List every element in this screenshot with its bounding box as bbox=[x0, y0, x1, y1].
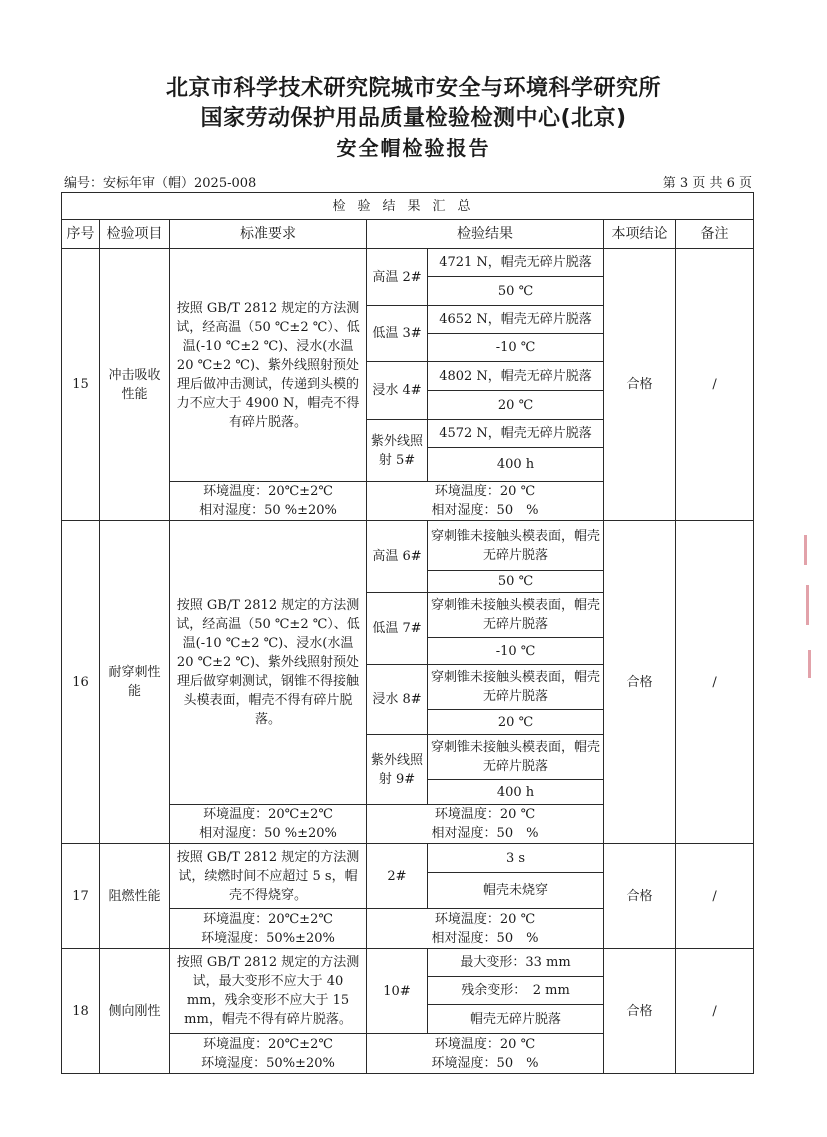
env-actual-cell bbox=[367, 482, 604, 521]
col-remark-header: 备注 bbox=[676, 220, 754, 249]
conclusion-cell: 合格 bbox=[604, 844, 676, 949]
env-act-temp: 环境温度：20 ℃ bbox=[434, 484, 536, 499]
col-seq-header: 序号 bbox=[62, 220, 100, 249]
env-req-temp: 环境温度：20℃±2℃ bbox=[203, 1036, 333, 1052]
report-title: 安全帽检验报告 bbox=[336, 136, 491, 160]
env-actual-cell bbox=[367, 805, 604, 844]
env-req-humidity: 环境湿度：50%±20% bbox=[201, 930, 335, 946]
report-number: 编号：安标年审（帽）2025-008 bbox=[64, 176, 257, 191]
condition-cell: 10# bbox=[367, 949, 428, 1034]
header-row bbox=[62, 220, 754, 249]
seal-edge-mark bbox=[806, 585, 809, 625]
param-cell: 400 h bbox=[428, 448, 604, 482]
env-act-temp: 环境温度：20 ℃ bbox=[434, 807, 536, 822]
result-cell: 穿刺锥未接触头模表面，帽壳无碎片脱落 bbox=[428, 665, 604, 710]
env-req-temp: 环境温度：20℃±2℃ bbox=[203, 807, 333, 822]
conclusion-cell: 合格 bbox=[604, 521, 676, 844]
requirement-cell: 按照 GB/T 2812 规定的方法测试，最大变形不应大于 40 mm，残余变形不应大于 15 mm，帽壳不得有碎片脱落。 bbox=[170, 949, 367, 1034]
remark-cell: / bbox=[676, 844, 754, 949]
result-cell: 4721 N，帽壳无碎片脱落 bbox=[428, 249, 604, 277]
result-cell: 4572 N，帽壳无碎片脱落 bbox=[428, 420, 604, 448]
param-cell: 20 ℃ bbox=[428, 710, 604, 735]
seq-cell: 16 bbox=[62, 521, 100, 844]
env-act-humidity: 环境湿度：50 % bbox=[431, 1055, 539, 1071]
report-header bbox=[0, 74, 827, 162]
env-act-temp: 环境温度：20 ℃ bbox=[434, 1036, 536, 1052]
condition-cell: 高温 2# bbox=[367, 249, 428, 306]
table-row bbox=[62, 521, 754, 571]
seq-cell: 17 bbox=[62, 844, 100, 949]
env-act-humidity: 相对湿度：50 % bbox=[431, 930, 539, 946]
env-actual-cell bbox=[367, 1034, 604, 1074]
result-cell: 4802 N，帽壳无碎片脱落 bbox=[428, 362, 604, 391]
result-cell: 4652 N，帽壳无碎片脱落 bbox=[428, 306, 604, 334]
remark-cell: / bbox=[676, 521, 754, 844]
param-cell: 50 ℃ bbox=[428, 277, 604, 306]
env-req-humidity: 环境湿度：50%±20% bbox=[201, 1055, 335, 1071]
item-cell: 阻燃性能 bbox=[100, 844, 170, 949]
condition-cell: 浸水 8# bbox=[367, 665, 428, 735]
col-item-header: 检验项目 bbox=[100, 220, 170, 249]
env-requirement-cell bbox=[170, 909, 367, 949]
seq-cell: 18 bbox=[62, 949, 100, 1074]
param-cell: 20 ℃ bbox=[428, 391, 604, 420]
param-cell: 50 ℃ bbox=[428, 571, 604, 593]
seal-edge-mark bbox=[808, 650, 811, 678]
remark-cell: / bbox=[676, 949, 754, 1074]
seal-edge-mark bbox=[804, 535, 807, 565]
result-cell: 帽壳无碎片脱落 bbox=[428, 1005, 604, 1034]
org-name-line2: 国家劳动保护用品质量检验检测中心(北京) bbox=[200, 106, 627, 131]
result-cell: 穿刺锥未接触头模表面，帽壳无碎片脱落 bbox=[428, 593, 604, 638]
item-cell: 耐穿刺性能 bbox=[100, 521, 170, 844]
result-cell: 3 s bbox=[428, 844, 604, 873]
param-cell: -10 ℃ bbox=[428, 334, 604, 362]
result-cell: 穿刺锥未接触头模表面，帽壳无碎片脱落 bbox=[428, 735, 604, 780]
conclusion-cell: 合格 bbox=[604, 249, 676, 521]
org-name-line1: 北京市科学技术研究院城市安全与环境科学研究所 bbox=[165, 76, 661, 101]
item-cell: 冲击吸收性能 bbox=[100, 249, 170, 521]
env-act-temp: 环境温度：20 ℃ bbox=[434, 911, 536, 927]
env-req-humidity: 相对湿度：50 %±20% bbox=[199, 826, 337, 841]
env-req-temp: 环境温度：20℃±2℃ bbox=[203, 911, 333, 927]
env-req-temp: 环境温度：20℃±2℃ bbox=[203, 484, 333, 499]
param-cell: 400 h bbox=[428, 780, 604, 805]
requirement-cell: 按照 GB/T 2812 规定的方法测试，经高温（50 ℃±2 ℃）、低温(-10 ℃±2 ℃)、浸水(水温 20 ℃±2 ℃)、紫外线照射预处理后做穿刺测试，钢锥不得接触头模表面，帽壳不得有碎片脱落。 bbox=[170, 521, 367, 805]
report-meta bbox=[64, 172, 752, 191]
condition-cell: 低温 7# bbox=[367, 593, 428, 665]
env-act-humidity: 相对湿度：50 % bbox=[431, 503, 539, 518]
table-row bbox=[62, 844, 754, 873]
results-table bbox=[61, 192, 754, 1074]
col-requirement-header: 标准要求 bbox=[170, 220, 367, 249]
page-info: 第 3 页 共 6 页 bbox=[662, 176, 752, 191]
remark-cell: / bbox=[676, 249, 754, 521]
requirement-cell: 按照 GB/T 2812 规定的方法测试，续燃时间不应超过 5 s，帽壳不得烧穿。 bbox=[170, 844, 367, 909]
condition-cell: 紫外线照射 9# bbox=[367, 735, 428, 805]
env-requirement-cell bbox=[170, 805, 367, 844]
table-row bbox=[62, 249, 754, 277]
env-requirement-cell bbox=[170, 1034, 367, 1074]
param-cell: -10 ℃ bbox=[428, 638, 604, 665]
env-act-humidity: 相对湿度：50 % bbox=[431, 826, 539, 841]
result-cell: 帽壳未烧穿 bbox=[428, 873, 604, 909]
seq-cell: 15 bbox=[62, 249, 100, 521]
condition-cell: 低温 3# bbox=[367, 306, 428, 362]
result-cell: 残余变形： 2 mm bbox=[428, 977, 604, 1005]
conclusion-cell: 合格 bbox=[604, 949, 676, 1074]
env-req-humidity: 相对湿度：50 %±20% bbox=[199, 503, 337, 518]
result-cell: 最大变形：33 mm bbox=[428, 949, 604, 977]
result-cell: 穿刺锥未接触头模表面，帽壳无碎片脱落 bbox=[428, 521, 604, 571]
condition-cell: 浸水 4# bbox=[367, 362, 428, 420]
condition-cell: 高温 6# bbox=[367, 521, 428, 593]
summary-title: 检验结果汇总 bbox=[62, 193, 754, 220]
condition-cell: 紫外线照射 5# bbox=[367, 420, 428, 482]
table-row bbox=[62, 949, 754, 977]
col-result-header: 检验结果 bbox=[367, 220, 604, 249]
col-conclusion-header: 本项结论 bbox=[604, 220, 676, 249]
env-requirement-cell bbox=[170, 482, 367, 521]
item-cell: 侧向刚性 bbox=[100, 949, 170, 1074]
condition-cell: 2# bbox=[367, 844, 428, 909]
env-actual-cell bbox=[367, 909, 604, 949]
requirement-cell: 按照 GB/T 2812 规定的方法测试，经高温（50 ℃±2 ℃）、低温(-10 ℃±2 ℃)、浸水(水温 20 ℃±2 ℃)、紫外线照射预处理后做冲击测试，传递到头模的力不应大于 4900 N，帽壳不得有碎片脱落。 bbox=[170, 249, 367, 482]
